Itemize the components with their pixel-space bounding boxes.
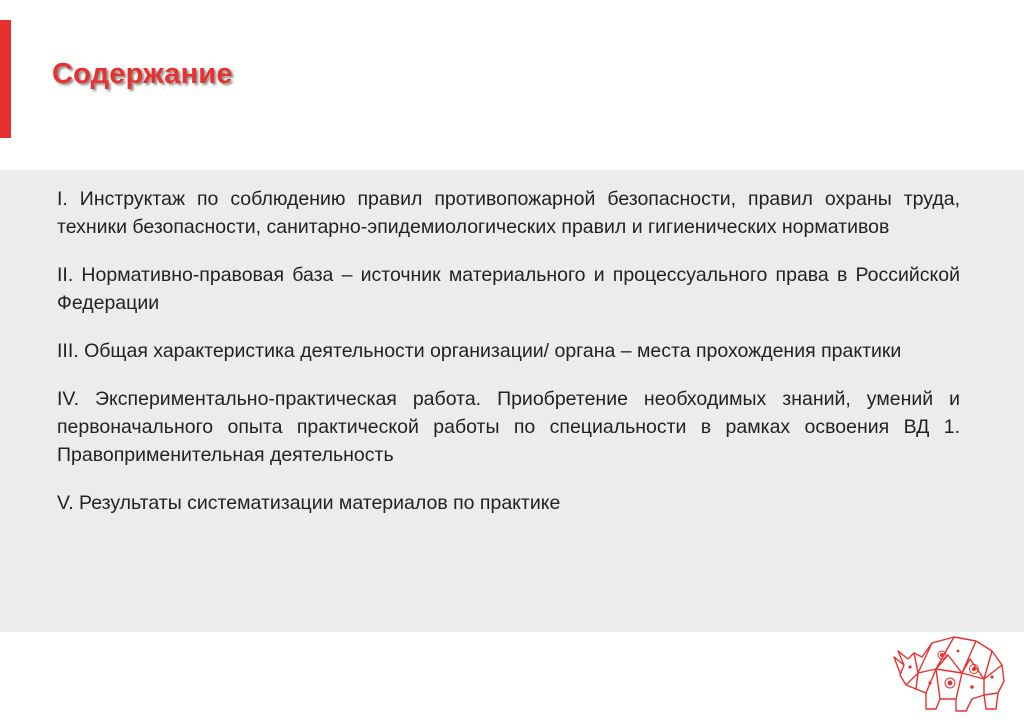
toc-item-5: V. Результаты систематизации материалов по практике bbox=[57, 492, 561, 514]
toc-item-2: II. Нормативно-правовая база – источник материального и процессуального права в Российской Федерации bbox=[57, 264, 960, 314]
accent-bar bbox=[0, 20, 11, 138]
toc-item-3: III. Общая характеристика деятельности организации/ органа – места прохождения практики bbox=[57, 340, 902, 362]
toc-item-1: I. Инструктаж по соблюдению правил противопожарной безопасности, правил охраны труда, техники безопасности, санитарно-эпидемиологических правил и гигиенических нормативов bbox=[57, 188, 960, 238]
table-of-contents bbox=[57, 185, 960, 537]
toc-item-4: IV. Экспериментально-практическая работа. Приобретение необходимых знаний, умений и первоначального опыта практической работы по специальности в рамках освоения ВД 1. Правоприменительная деятельность bbox=[57, 388, 960, 466]
slide-title: Содержание bbox=[52, 58, 233, 90]
rhino-logo-icon bbox=[892, 629, 1010, 713]
